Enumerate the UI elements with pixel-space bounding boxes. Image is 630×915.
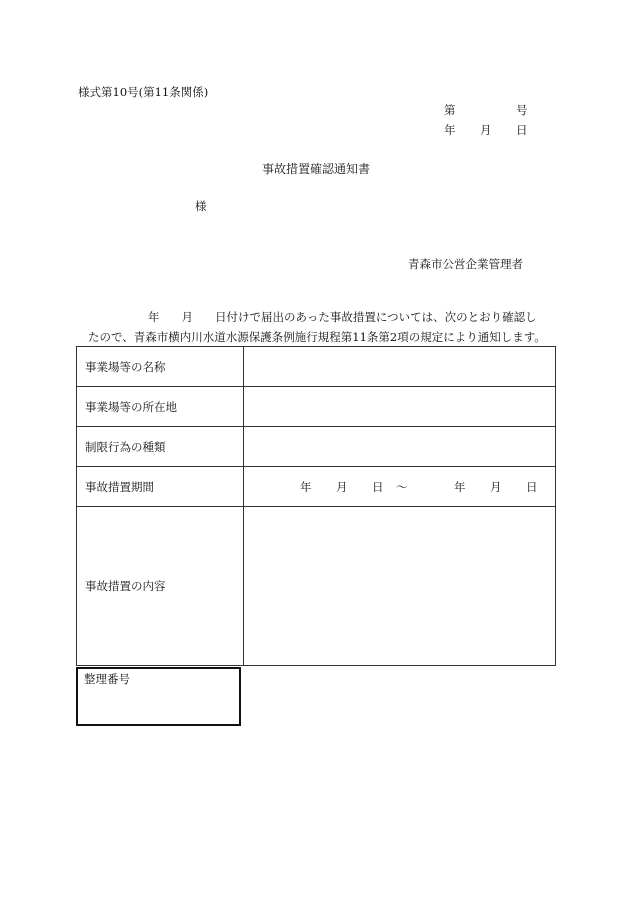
value-period[interactable]: [244, 467, 556, 507]
row-label-facility-name: 事業場等の名称: [77, 347, 244, 387]
value-facility-address[interactable]: [244, 387, 556, 427]
table-row: [77, 507, 556, 666]
table-row: [77, 467, 556, 507]
details-table: [76, 346, 556, 666]
row-label-restricted-activity: 制限行為の種類: [77, 427, 244, 467]
body-line-1-rest: 日付けで届出のあった事故措置については、次のとおり確認し: [215, 310, 537, 324]
issuer-name: 青森市公営企業管理者: [408, 257, 523, 271]
value-restricted-activity[interactable]: [244, 427, 556, 467]
table-row: [77, 387, 556, 427]
period-end-day: 日: [526, 479, 538, 494]
table-row: [77, 347, 556, 387]
row-label-period: 事故措置期間: [77, 467, 244, 507]
row-label-facility-address: 事業場等の所在地: [77, 387, 244, 427]
document-number-suffix: 号: [516, 103, 528, 117]
reference-number-box[interactable]: [76, 667, 241, 726]
row-label-measure-content: 事故措置の内容: [77, 507, 244, 666]
period-start-day: 日: [372, 479, 384, 494]
body-month: 月: [181, 310, 193, 324]
period-start-year: 年: [300, 479, 312, 494]
value-measure-content[interactable]: [244, 507, 556, 666]
table-row: [77, 427, 556, 467]
body-line-2: たので、青森市横内川水道水源保護条例施行規程第11条第2項の規定により通知します。: [88, 330, 546, 344]
document-number-prefix: 第: [444, 103, 456, 117]
body-line-1: [148, 309, 537, 325]
form-number-label: 様式第10号(第11条関係): [78, 85, 209, 99]
recipient-suffix: 様: [195, 199, 207, 213]
period-end-year: 年: [454, 479, 466, 494]
date-day-label: 日: [516, 123, 528, 137]
reference-number-label: 整理番号: [84, 672, 130, 686]
period-separator: ～: [396, 479, 408, 494]
value-facility-name[interactable]: [244, 347, 556, 387]
body-year: 年: [148, 310, 160, 324]
date-year-label: 年: [444, 123, 456, 137]
date-month-label: 月: [480, 123, 492, 137]
document-title: 事故措置確認通知書: [262, 162, 371, 176]
period-end-month: 月: [490, 479, 502, 494]
period-start-month: 月: [336, 479, 348, 494]
